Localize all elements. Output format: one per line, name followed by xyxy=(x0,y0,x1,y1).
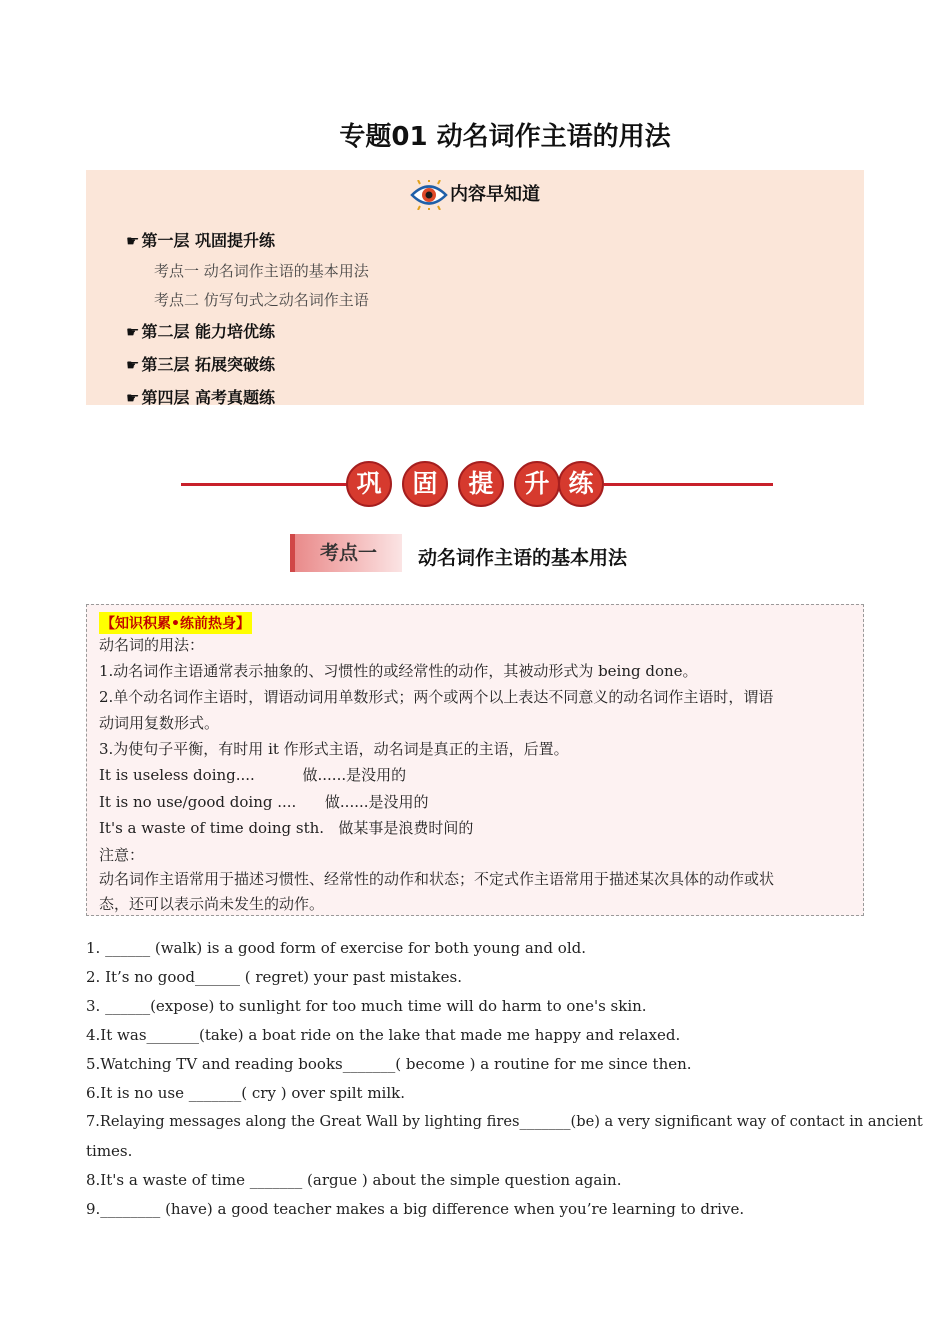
banner-char: 巩 xyxy=(346,461,392,507)
toc-level-2 xyxy=(126,319,275,342)
banner-char: 练 xyxy=(558,461,604,507)
knowledge-line: It's a waste of time doing sth. 做某事是浪费时间的 xyxy=(99,819,474,837)
question-item: 7.Relaying messages along the Great Wall by lighting fires_______(be) a very significant way of contact in ancient xyxy=(86,1113,923,1130)
knowledge-line: 1.动名词作主语通常表示抽象的、习惯性的或经常性的动作，其被动形式为 being done。 xyxy=(99,662,698,680)
knowledge-line: 动名词作主语常用于描述习惯性、经常性的动作和状态；不定式作主语常用于描述某次具体的动作或状 xyxy=(99,870,775,888)
knowledge-line: 2.单个动名词作主语时，谓语动词用单数形式；两个或两个以上表达不同意义的动名词作主语时，谓语 xyxy=(99,688,774,706)
question-item: 5.Watching TV and reading books_______( become ) a routine for me since then. xyxy=(86,1055,692,1073)
knowledge-line: 动名词的用法： xyxy=(99,636,205,654)
knowledge-line: 态，还可以表示尚未发生的动作。 xyxy=(99,895,325,913)
knowledge-box xyxy=(86,604,864,916)
question-item: 1. ______ (walk) is a good form of exercise for both young and old. xyxy=(86,939,586,957)
banner-char: 固 xyxy=(402,461,448,507)
knowledge-tag: 【知识积累•练前热身】 xyxy=(99,612,252,634)
pointing-hand-icon: ☛ xyxy=(126,323,140,341)
toc-point-1: 考点一 动名词作主语的基本用法 xyxy=(154,262,369,280)
question-item: 6.It is no use _______( cry ) over spilt milk. xyxy=(86,1084,405,1102)
question-item-continued: times. xyxy=(86,1142,133,1160)
question-item: 9.________ (have) a good teacher makes a big difference when you’re learning to drive. xyxy=(86,1200,745,1218)
toc-level-label: 第二层 能力培优练 xyxy=(141,322,276,341)
toc-level-4 xyxy=(126,385,275,408)
knowledge-line: It is useless doing.... 做......是没用的 xyxy=(99,766,407,784)
knowledge-line: 注意： xyxy=(99,846,145,864)
contents-heading xyxy=(86,180,864,210)
kaodian-title: 动名词作主语的基本用法 xyxy=(418,547,628,569)
pointing-hand-icon: ☛ xyxy=(126,356,140,374)
banner-char: 升 xyxy=(514,461,560,507)
toc-level-1 xyxy=(126,228,275,251)
toc-level-label: 第四层 高考真题练 xyxy=(141,388,276,407)
contents-heading-label: 内容早知道 xyxy=(450,184,540,205)
banner-char: 提 xyxy=(458,461,504,507)
question-item: 2. It’s no good______ ( regret) your past mistakes. xyxy=(86,968,462,986)
contents-overview-box xyxy=(86,170,864,405)
banner-divider-right xyxy=(604,483,773,486)
toc-level-3 xyxy=(126,352,275,375)
question-item: 4.It was_______(take) a boat ride on the lake that made me happy and relaxed. xyxy=(86,1026,681,1044)
banner-divider-left xyxy=(181,483,348,486)
question-item: 3. ______(expose) to sunlight for too much time will do harm to one's skin. xyxy=(86,997,647,1015)
pointing-hand-icon: ☛ xyxy=(126,232,140,250)
document-title: 专题01 动名词作主语的用法 xyxy=(339,122,671,152)
toc-level-label: 第三层 拓展突破练 xyxy=(141,355,276,374)
question-item: 8.It's a waste of time _______ (argue ) about the simple question again. xyxy=(86,1171,622,1189)
knowledge-line: 动词用复数形式。 xyxy=(99,714,220,732)
knowledge-line: It is no use/good doing .... 做......是没用的 xyxy=(99,793,429,811)
knowledge-line: 3.为使句子平衡，有时用 it 作形式主语，动名词是真正的主语，后置。 xyxy=(99,740,569,758)
pointing-hand-icon: ☛ xyxy=(126,389,140,407)
toc-level-label: 第一层 巩固提升练 xyxy=(141,231,276,250)
eye-icon xyxy=(410,180,448,210)
toc-point-2: 考点二 仿写句式之动名词作主语 xyxy=(154,291,369,309)
kaodian-tag: 考点一 xyxy=(290,534,402,572)
